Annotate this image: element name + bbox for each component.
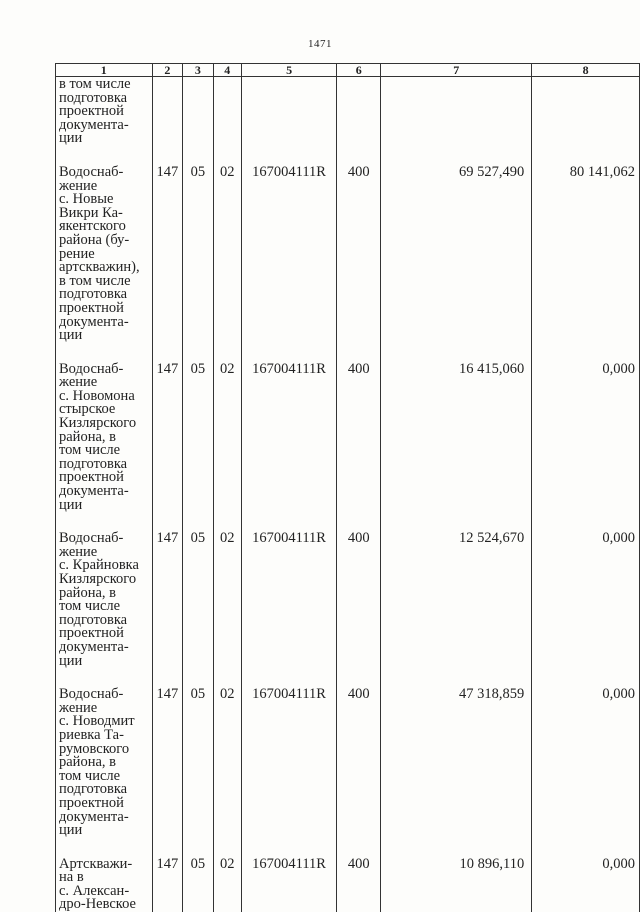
item-name-line: стырское [59, 403, 152, 417]
item-name-line: в том числе [59, 275, 152, 289]
item-name-cell [56, 363, 153, 513]
amount-year1-cell: 69 527,490 [381, 166, 532, 343]
column-header: 7 [381, 64, 532, 77]
item-name-line: том числе [59, 770, 152, 784]
item-name-line: якентского [59, 220, 152, 234]
subsection-sub-code-cell: 02 [213, 858, 241, 912]
table-header-row [56, 64, 640, 77]
row-spacer [56, 512, 640, 532]
section-code-cell: 147 [152, 688, 183, 838]
item-name-line: района, в [59, 587, 152, 601]
amount-year2-cell: 0,000 [532, 363, 640, 513]
expense-type-cell: 400 [337, 166, 381, 343]
row-spacer [56, 668, 640, 688]
item-name-line: ции [59, 824, 152, 838]
item-name-line: подготовка [59, 92, 152, 106]
item-name-line: проектной [59, 627, 152, 641]
item-name-cell [56, 532, 153, 668]
item-name-line: жение [59, 376, 152, 390]
item-name-line: подготовка [59, 288, 152, 302]
item-name-line: в том числе [59, 78, 152, 92]
item-name-cell [56, 688, 153, 838]
item-name-line: документа- [59, 641, 152, 655]
subsection-code-cell: 05 [183, 166, 213, 343]
item-name-line: проектной [59, 302, 152, 316]
row-spacer [56, 146, 640, 166]
item-name-line: рение [59, 248, 152, 262]
item-name-line: подготовка [59, 458, 152, 472]
item-name-line: с. Новодмит [59, 715, 152, 729]
item-name-line: жение [59, 180, 152, 194]
section-code-cell: 147 [152, 166, 183, 343]
item-name-line: проектной [59, 471, 152, 485]
subsection-sub-code-cell: 02 [213, 363, 241, 513]
item-name-line: документа- [59, 485, 152, 499]
column-header: 5 [241, 64, 336, 77]
item-name-line: документа- [59, 119, 152, 133]
subsection-code-cell: 05 [183, 858, 213, 912]
item-name-cell [56, 77, 153, 146]
amount-year1-cell: 10 896,110 [381, 858, 532, 912]
amount-year2-cell: 0,000 [532, 532, 640, 668]
item-name-cell [56, 166, 153, 343]
row-spacer [56, 343, 640, 363]
item-name-line: Кизлярского [59, 573, 152, 587]
column-header: 3 [183, 64, 213, 77]
item-name-line: проектной [59, 105, 152, 119]
item-name-line: дро-Невское [59, 898, 152, 912]
item-name-line: с. Крайновка [59, 559, 152, 573]
column-header: 4 [213, 64, 241, 77]
item-name-line: проектной [59, 797, 152, 811]
section-code-cell: 147 [152, 532, 183, 668]
page-number: 1471 [0, 38, 640, 50]
subsection-sub-code-cell: 02 [213, 532, 241, 668]
subsection-sub-code-cell: 02 [213, 166, 241, 343]
target-article-cell: 167004111R [241, 532, 336, 668]
item-name-line: том числе [59, 600, 152, 614]
target-article-cell: 167004111R [241, 166, 336, 343]
section-code-cell: 147 [152, 858, 183, 912]
expense-type-cell: 400 [337, 688, 381, 838]
item-name-line: документа- [59, 811, 152, 825]
item-name-line: жение [59, 546, 152, 560]
budget-table [55, 63, 640, 912]
table-row [56, 166, 640, 343]
item-name-line: риевка Та- [59, 729, 152, 743]
table-row [56, 363, 640, 513]
amount-year2-cell: 0,000 [532, 688, 640, 838]
item-name-line: Кизлярского [59, 417, 152, 431]
amount-year1-cell: 47 318,859 [381, 688, 532, 838]
item-name-line: с. Новые [59, 193, 152, 207]
table-row-continuation [56, 77, 640, 146]
item-name-line: румовского [59, 743, 152, 757]
item-name-line: ции [59, 655, 152, 669]
target-article-cell: 167004111R [241, 688, 336, 838]
amount-year1-cell: 12 524,670 [381, 532, 532, 668]
section-code-cell: 147 [152, 363, 183, 513]
amount-year2-cell: 80 141,062 [532, 166, 640, 343]
item-name-line: Водоснаб- [59, 166, 152, 180]
item-name-line: района, в [59, 431, 152, 445]
amount-year1-cell: 16 415,060 [381, 363, 532, 513]
item-name-line: района, в [59, 756, 152, 770]
subsection-code-cell: 05 [183, 532, 213, 668]
expense-type-cell: 400 [337, 858, 381, 912]
item-name-line: ции [59, 132, 152, 146]
expense-type-cell: 400 [337, 363, 381, 513]
item-name-line: подготовка [59, 783, 152, 797]
table-row [56, 688, 640, 838]
column-header: 8 [532, 64, 640, 77]
row-spacer [56, 838, 640, 858]
subsection-code-cell: 05 [183, 363, 213, 513]
item-name-line: подготовка [59, 614, 152, 628]
table-row [56, 858, 640, 912]
item-name-line: документа- [59, 316, 152, 330]
item-name-line: Викри Ка- [59, 207, 152, 221]
item-name-line: на в [59, 871, 152, 885]
table-body [56, 77, 640, 912]
item-name-line: Артскважи- [59, 858, 152, 872]
item-name-line: Водоснаб- [59, 688, 152, 702]
item-name-line: ции [59, 329, 152, 343]
item-name-line: артскважин), [59, 261, 152, 275]
item-name-line: с. Алексан- [59, 885, 152, 899]
item-name-line: района (бу- [59, 234, 152, 248]
column-header: 2 [152, 64, 183, 77]
subsection-code-cell: 05 [183, 688, 213, 838]
item-name-line: Водоснаб- [59, 532, 152, 546]
target-article-cell: 167004111R [241, 363, 336, 513]
target-article-cell: 167004111R [241, 858, 336, 912]
item-name-line: ции [59, 499, 152, 513]
expense-type-cell: 400 [337, 532, 381, 668]
table-row [56, 532, 640, 668]
amount-year2-cell: 0,000 [532, 858, 640, 912]
item-name-line: том числе [59, 444, 152, 458]
item-name-line: жение [59, 702, 152, 716]
item-name-line: с. Новомона [59, 390, 152, 404]
column-header: 1 [56, 64, 153, 77]
item-name-line: Водоснаб- [59, 363, 152, 377]
subsection-sub-code-cell: 02 [213, 688, 241, 838]
column-header: 6 [337, 64, 381, 77]
item-name-cell [56, 858, 153, 912]
